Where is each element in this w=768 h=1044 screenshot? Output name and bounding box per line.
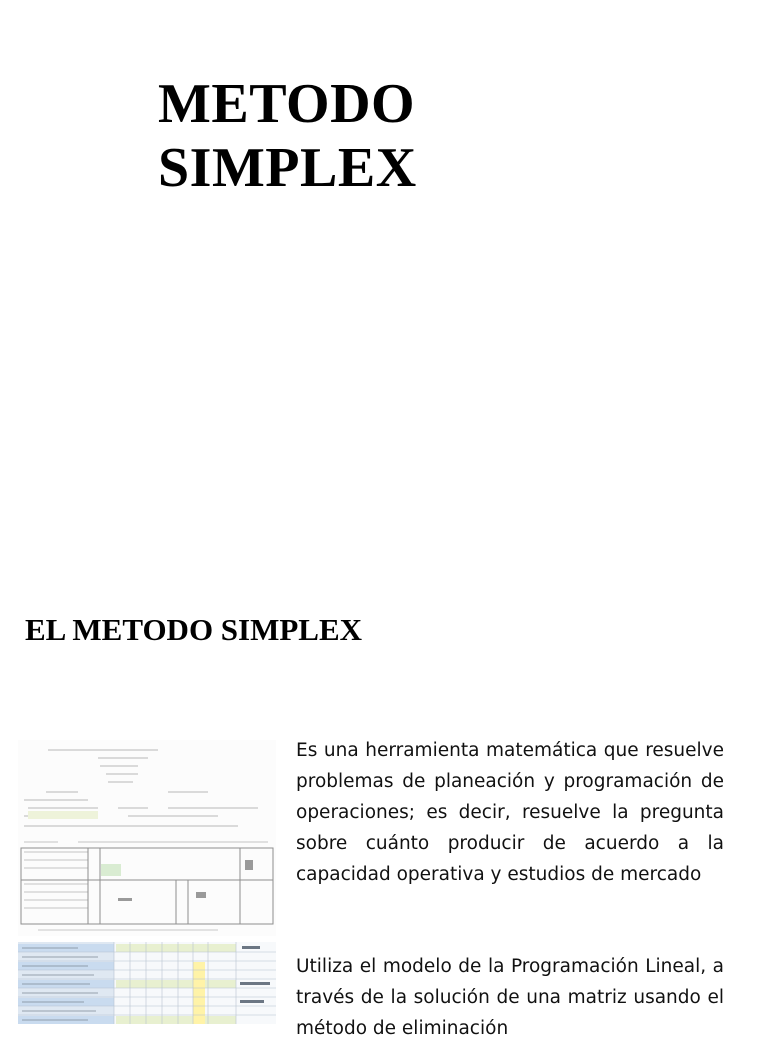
title-line-2: SIMPLEX <box>158 137 417 199</box>
simplex-table-graphic <box>18 942 276 1024</box>
section-heading: EL METODO SIMPLEX <box>25 612 363 647</box>
method-text: Utiliza el modelo de la Programación Lineal, a través de la solución de una matriz usando el método de eliminación <box>296 956 724 1039</box>
slide-title <box>158 72 417 200</box>
description-text: Es una herramienta matemática que resuelve problemas de planeación y programación de operaciones; es decir, resuelve la pregunta sobre cuánto producir de acuerdo a la capacidad operativa y estudios de mercado <box>296 740 724 885</box>
method-paragraph <box>296 951 724 1044</box>
simplex-notes-graphic <box>18 740 276 936</box>
title-line-1: METODO <box>158 73 416 135</box>
description-paragraph <box>296 735 724 890</box>
simplex-table-scan-image <box>18 942 276 1024</box>
simplex-notes-scan-image <box>18 740 276 936</box>
